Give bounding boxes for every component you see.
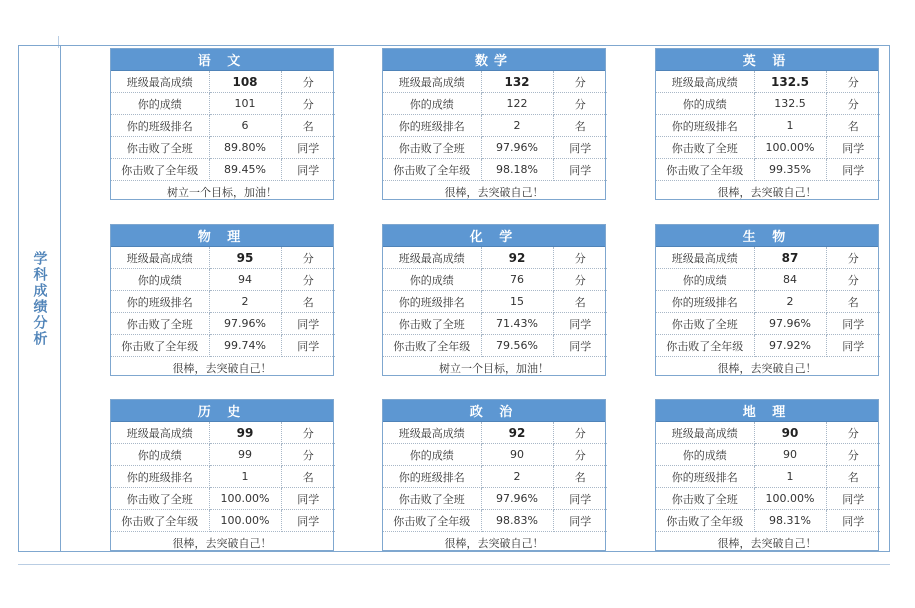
row-value: 101 bbox=[209, 93, 281, 115]
encouragement-text: 很棒，去突破自己！ bbox=[444, 185, 544, 199]
row-unit: 分 bbox=[826, 444, 880, 466]
row-unit: 同学 bbox=[826, 335, 880, 357]
subject-card bbox=[110, 224, 334, 376]
table-row bbox=[111, 313, 335, 335]
row-value: 97.92% bbox=[754, 335, 826, 357]
subject-table bbox=[656, 247, 880, 357]
table-row bbox=[656, 335, 880, 357]
row-unit: 名 bbox=[281, 291, 335, 313]
table-row bbox=[656, 510, 880, 532]
row-value: 90 bbox=[481, 444, 553, 466]
table-row bbox=[383, 313, 607, 335]
row-label: 你的班级排名 bbox=[383, 291, 481, 313]
row-value: 98.83% bbox=[481, 510, 553, 532]
row-unit: 名 bbox=[553, 466, 607, 488]
row-unit: 同学 bbox=[281, 159, 335, 181]
row-unit: 同学 bbox=[826, 137, 880, 159]
table-row bbox=[656, 269, 880, 291]
encouragement-text: 很棒，去突破自己！ bbox=[717, 536, 817, 550]
row-label: 你击败了全年级 bbox=[383, 510, 481, 532]
subject-header: 政 治 bbox=[383, 400, 605, 422]
row-label: 你的成绩 bbox=[656, 93, 754, 115]
row-label: 你的成绩 bbox=[656, 444, 754, 466]
encouragement-text: 很棒，去突破自己！ bbox=[717, 361, 817, 375]
row-unit: 分 bbox=[826, 269, 880, 291]
row-value: 79.56% bbox=[481, 335, 553, 357]
subject-table bbox=[383, 71, 607, 181]
subject-card bbox=[655, 48, 879, 200]
row-value: 92 bbox=[481, 422, 553, 444]
row-label: 你击败了全年级 bbox=[656, 510, 754, 532]
row-value: 94 bbox=[209, 269, 281, 291]
row-value: 89.45% bbox=[209, 159, 281, 181]
table-row bbox=[111, 137, 335, 159]
side-strip bbox=[19, 46, 61, 551]
row-label: 你击败了全年级 bbox=[383, 159, 481, 181]
subject-header: 数学 bbox=[383, 49, 605, 71]
row-value: 71.43% bbox=[481, 313, 553, 335]
row-label: 你击败了全年级 bbox=[111, 335, 209, 357]
row-value: 132.5 bbox=[754, 93, 826, 115]
subject-table bbox=[111, 71, 335, 181]
table-row bbox=[656, 466, 880, 488]
row-unit: 名 bbox=[826, 115, 880, 137]
row-label: 你的成绩 bbox=[383, 269, 481, 291]
table-row bbox=[656, 159, 880, 181]
row-unit: 同学 bbox=[826, 488, 880, 510]
row-label: 你击败了全班 bbox=[656, 313, 754, 335]
row-unit: 分 bbox=[826, 247, 880, 269]
table-row bbox=[111, 115, 335, 137]
row-label: 你的班级排名 bbox=[656, 115, 754, 137]
table-row bbox=[111, 335, 335, 357]
subject-card bbox=[110, 399, 334, 551]
row-unit: 分 bbox=[281, 71, 335, 93]
row-unit: 分 bbox=[281, 444, 335, 466]
encouragement-text: 树立一个目标，加油！ bbox=[439, 361, 549, 375]
row-unit: 同学 bbox=[281, 510, 335, 532]
table-row bbox=[111, 71, 335, 93]
row-unit: 分 bbox=[281, 269, 335, 291]
row-value: 90 bbox=[754, 444, 826, 466]
row-unit: 名 bbox=[553, 291, 607, 313]
row-label: 你的成绩 bbox=[383, 444, 481, 466]
subject-card bbox=[655, 224, 879, 376]
subject-header: 历 史 bbox=[111, 400, 333, 422]
bottom-rule bbox=[18, 564, 890, 565]
table-row bbox=[656, 137, 880, 159]
encouragement-text: 很棒，去突破自己！ bbox=[717, 185, 817, 199]
row-label: 班级最高成绩 bbox=[111, 422, 209, 444]
encouragement-text: 很棒，去突破自己！ bbox=[172, 536, 272, 550]
row-unit: 名 bbox=[826, 466, 880, 488]
table-row bbox=[383, 269, 607, 291]
row-label: 班级最高成绩 bbox=[656, 71, 754, 93]
row-unit: 同学 bbox=[553, 488, 607, 510]
row-value: 89.80% bbox=[209, 137, 281, 159]
row-label: 你的班级排名 bbox=[656, 466, 754, 488]
subject-header: 地 理 bbox=[656, 400, 878, 422]
table-row bbox=[111, 444, 335, 466]
row-value: 2 bbox=[209, 291, 281, 313]
row-unit: 分 bbox=[553, 71, 607, 93]
row-label: 你击败了全班 bbox=[111, 137, 209, 159]
row-unit: 名 bbox=[281, 115, 335, 137]
table-row bbox=[656, 291, 880, 313]
subject-card bbox=[382, 399, 606, 551]
subject-card bbox=[110, 48, 334, 200]
row-unit: 同学 bbox=[553, 313, 607, 335]
row-value: 15 bbox=[481, 291, 553, 313]
side-title: 学科成绩分析 bbox=[31, 250, 48, 347]
row-label: 你击败了全年级 bbox=[111, 159, 209, 181]
row-value: 97.96% bbox=[481, 488, 553, 510]
subject-header: 化 学 bbox=[383, 225, 605, 247]
row-label: 你的成绩 bbox=[111, 93, 209, 115]
row-unit: 分 bbox=[553, 269, 607, 291]
row-label: 你击败了全年级 bbox=[111, 510, 209, 532]
subject-card bbox=[382, 48, 606, 200]
encouragement-text: 很棒，去突破自己！ bbox=[444, 536, 544, 550]
row-label: 你的班级排名 bbox=[111, 466, 209, 488]
subject-table bbox=[111, 422, 335, 532]
row-label: 你的成绩 bbox=[111, 269, 209, 291]
row-value: 108 bbox=[209, 71, 281, 93]
table-row bbox=[656, 444, 880, 466]
row-value: 90 bbox=[754, 422, 826, 444]
row-value: 99 bbox=[209, 422, 281, 444]
subject-card bbox=[382, 224, 606, 376]
row-label: 班级最高成绩 bbox=[656, 247, 754, 269]
row-value: 98.18% bbox=[481, 159, 553, 181]
row-label: 你的成绩 bbox=[656, 269, 754, 291]
subject-table bbox=[111, 247, 335, 357]
row-value: 97.96% bbox=[481, 137, 553, 159]
row-unit: 分 bbox=[553, 247, 607, 269]
row-value: 1 bbox=[754, 115, 826, 137]
table-row bbox=[383, 466, 607, 488]
table-row bbox=[383, 71, 607, 93]
table-row bbox=[383, 159, 607, 181]
row-label: 你的班级排名 bbox=[656, 291, 754, 313]
table-row bbox=[111, 422, 335, 444]
table-row bbox=[656, 71, 880, 93]
row-unit: 同学 bbox=[281, 335, 335, 357]
subject-table bbox=[656, 422, 880, 532]
row-unit: 同学 bbox=[281, 313, 335, 335]
row-label: 班级最高成绩 bbox=[383, 247, 481, 269]
table-row bbox=[383, 247, 607, 269]
table-row bbox=[383, 444, 607, 466]
row-value: 2 bbox=[754, 291, 826, 313]
table-row bbox=[111, 291, 335, 313]
row-unit: 同学 bbox=[553, 335, 607, 357]
row-value: 1 bbox=[209, 466, 281, 488]
table-row bbox=[383, 510, 607, 532]
table-row bbox=[383, 93, 607, 115]
table-row bbox=[383, 137, 607, 159]
row-label: 你的班级排名 bbox=[383, 115, 481, 137]
row-unit: 同学 bbox=[281, 488, 335, 510]
row-label: 你击败了全班 bbox=[383, 488, 481, 510]
row-label: 你击败了全年级 bbox=[656, 159, 754, 181]
row-value: 84 bbox=[754, 269, 826, 291]
subject-header: 生 物 bbox=[656, 225, 878, 247]
row-unit: 同学 bbox=[826, 510, 880, 532]
row-value: 99.74% bbox=[209, 335, 281, 357]
row-unit: 名 bbox=[281, 466, 335, 488]
table-row bbox=[383, 422, 607, 444]
table-row bbox=[383, 115, 607, 137]
row-unit: 分 bbox=[826, 71, 880, 93]
row-value: 99 bbox=[209, 444, 281, 466]
row-unit: 同学 bbox=[826, 159, 880, 181]
row-value: 1 bbox=[754, 466, 826, 488]
subject-header: 语 文 bbox=[111, 49, 333, 71]
table-row bbox=[111, 466, 335, 488]
row-value: 95 bbox=[209, 247, 281, 269]
subject-table bbox=[383, 422, 607, 532]
row-value: 97.96% bbox=[209, 313, 281, 335]
row-label: 班级最高成绩 bbox=[111, 71, 209, 93]
subject-table bbox=[383, 247, 607, 357]
row-value: 6 bbox=[209, 115, 281, 137]
encouragement-text: 树立一个目标，加油！ bbox=[167, 185, 277, 199]
row-label: 班级最高成绩 bbox=[656, 422, 754, 444]
row-unit: 分 bbox=[281, 247, 335, 269]
row-label: 你击败了全班 bbox=[111, 488, 209, 510]
row-label: 班级最高成绩 bbox=[383, 422, 481, 444]
table-row bbox=[111, 93, 335, 115]
row-label: 你的班级排名 bbox=[111, 115, 209, 137]
row-unit: 同学 bbox=[553, 137, 607, 159]
row-value: 99.35% bbox=[754, 159, 826, 181]
row-value: 100.00% bbox=[754, 488, 826, 510]
table-row bbox=[111, 269, 335, 291]
row-unit: 同学 bbox=[553, 510, 607, 532]
row-label: 你击败了全班 bbox=[656, 137, 754, 159]
row-unit: 分 bbox=[826, 422, 880, 444]
row-label: 你的成绩 bbox=[383, 93, 481, 115]
row-value: 122 bbox=[481, 93, 553, 115]
table-row bbox=[656, 313, 880, 335]
row-unit: 同学 bbox=[281, 137, 335, 159]
row-unit: 分 bbox=[826, 93, 880, 115]
row-value: 2 bbox=[481, 115, 553, 137]
subject-card bbox=[655, 399, 879, 551]
table-row bbox=[383, 335, 607, 357]
subject-table bbox=[656, 71, 880, 181]
table-row bbox=[111, 247, 335, 269]
row-label: 班级最高成绩 bbox=[111, 247, 209, 269]
row-value: 2 bbox=[481, 466, 553, 488]
row-value: 98.31% bbox=[754, 510, 826, 532]
row-value: 132.5 bbox=[754, 71, 826, 93]
row-label: 你的班级排名 bbox=[111, 291, 209, 313]
subject-header: 物 理 bbox=[111, 225, 333, 247]
table-row bbox=[656, 422, 880, 444]
table-row bbox=[656, 93, 880, 115]
table-row bbox=[656, 488, 880, 510]
row-label: 班级最高成绩 bbox=[383, 71, 481, 93]
row-unit: 名 bbox=[553, 115, 607, 137]
table-row bbox=[111, 159, 335, 181]
row-label: 你击败了全班 bbox=[383, 137, 481, 159]
row-label: 你击败了全班 bbox=[656, 488, 754, 510]
encouragement-text: 很棒，去突破自己！ bbox=[172, 361, 272, 375]
row-value: 92 bbox=[481, 247, 553, 269]
row-value: 100.00% bbox=[209, 488, 281, 510]
row-unit: 同学 bbox=[826, 313, 880, 335]
table-row bbox=[383, 488, 607, 510]
row-unit: 名 bbox=[826, 291, 880, 313]
row-label: 你击败了全年级 bbox=[656, 335, 754, 357]
row-unit: 分 bbox=[553, 422, 607, 444]
row-value: 100.00% bbox=[754, 137, 826, 159]
table-row bbox=[383, 291, 607, 313]
table-row bbox=[111, 488, 335, 510]
row-value: 97.96% bbox=[754, 313, 826, 335]
row-value: 76 bbox=[481, 269, 553, 291]
row-label: 你击败了全年级 bbox=[383, 335, 481, 357]
table-row bbox=[656, 247, 880, 269]
row-unit: 分 bbox=[281, 422, 335, 444]
row-unit: 分 bbox=[553, 444, 607, 466]
row-unit: 同学 bbox=[553, 159, 607, 181]
row-unit: 分 bbox=[281, 93, 335, 115]
row-value: 100.00% bbox=[209, 510, 281, 532]
table-row bbox=[656, 115, 880, 137]
row-label: 你击败了全班 bbox=[383, 313, 481, 335]
row-unit: 分 bbox=[553, 93, 607, 115]
table-row bbox=[111, 510, 335, 532]
row-label: 你的班级排名 bbox=[383, 466, 481, 488]
row-value: 132 bbox=[481, 71, 553, 93]
subject-header: 英 语 bbox=[656, 49, 878, 71]
row-label: 你的成绩 bbox=[111, 444, 209, 466]
row-label: 你击败了全班 bbox=[111, 313, 209, 335]
row-value: 87 bbox=[754, 247, 826, 269]
